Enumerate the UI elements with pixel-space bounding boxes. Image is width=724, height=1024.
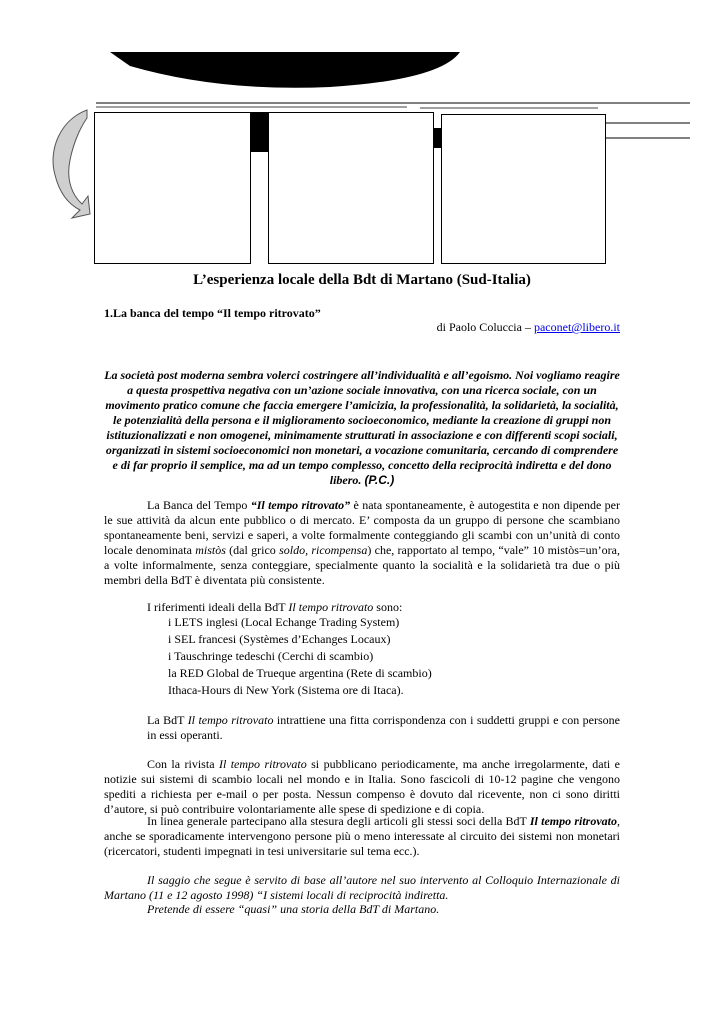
section-heading: 1.La banca del tempo “Il tempo ritrovato” [104, 306, 321, 320]
p1-title: “Il tempo ritrovato” [250, 498, 351, 512]
document-title: L’esperienza locale della Bdt di Martano (Sud-Italia) [193, 272, 531, 288]
paragraph-history-note: Pretende di essere “quasi” una storia della BdT di Martano. [147, 902, 440, 916]
p2-text-c: intrattiene una fitta corrispondenza con i suddetti gruppi e con persone in essi operanti. [147, 713, 620, 742]
abstract-text: La società post moderna sembra volerci costringere all’individualità e all’egoismo. Noi vogliamo reagire a questa prospettiva negativa con un’azione sociale innovativa, con una ricerca sociale, con un movimento pratico comune che faccia emergere l’amicizia, la professionalità, la solidarietà, la socialità, le potenzialità della persona e il miglioramento socioeconomico, mediante la creazione di gruppi non istituzionalizzati e non omogenei, minimamente strutturati in associazione e con differenti scopi sociali, organizzati in sistemi socioeconomici non monetari, a vocazione comunitaria, cercando di comprendere e di far proprio il semplice, ma ad un tempo complesso, concetto della reciprocità indiretta e del dono libero. [104, 368, 620, 487]
reference-text: i LETS inglesi (Local Echange Trading System) [168, 615, 400, 629]
paragraph-intro [104, 498, 620, 588]
p4-text-c: , anche se sporadicamente intervengono persone più o meno interessate al circuito dei sistemi non monetari (ricercatori, studenti impegnati in tesi universitarie sul tema ecc.). [104, 814, 621, 858]
reference-text: la RED Global de Trueque argentina (Rete di scambio) [168, 666, 432, 680]
paragraph-essay-note: Il saggio che segue è servito di base all’autore nel suo intervento al Colloquio Internazionale di Martano (11 e 12 agosto 1998) “I sistemi locali di reciprocità indiretta. [104, 873, 620, 902]
references-intro [147, 600, 617, 615]
image-frame-center [268, 112, 434, 264]
connector-block-1 [250, 112, 268, 152]
p2-text-a: La BdT [147, 713, 188, 727]
refs-intro-b: Il tempo ritrovato [288, 600, 374, 614]
image-frame-left [94, 112, 251, 264]
list-item [147, 665, 432, 682]
author-line [437, 320, 620, 335]
list-item [147, 614, 432, 631]
refs-intro-c: sono: [373, 600, 403, 614]
p3-title: Il tempo ritrovato [218, 757, 307, 771]
p1-meaning: soldo, ricompensa [279, 543, 368, 557]
p1-text-e: (dal grico [225, 543, 280, 557]
refs-intro-a: I riferimenti ideali della BdT [147, 600, 289, 614]
list-item [147, 682, 432, 699]
image-frame-right [441, 114, 606, 264]
p1-text-g: ) che, rapportato al tempo, “vale” 10 mistòs=un’ora, a volte informalmente, senza conteggiare, specialmente quanto la socialità e la solidarietà tra due o più membri della BdT è diventata più consistente. [104, 543, 621, 587]
paragraph-correspondence [147, 713, 620, 743]
abstract-signature: (P.C.) [364, 473, 395, 487]
p1-text-c: è nata spontaneamente, è autogestita e non dipende per le sue attività da alcun ente pubblico o di mercato. E’ composta da un gruppo di persone che scambiano spontaneamente beni, servizi e saperi, a volte formalmente conteggiando gli scambi con un’unità di conto locale denominata [104, 498, 621, 557]
p4-text-a: In linea generale partecipano alla stesura degli articoli gli stessi soci della BdT [147, 814, 530, 828]
paragraph-magazine [104, 757, 620, 817]
curved-arrow-icon [53, 110, 90, 218]
p2-title: Il tempo ritrovato [187, 713, 274, 727]
black-banner-shape [110, 52, 460, 88]
list-item [147, 631, 432, 648]
p3-text-c: si pubblicano periodicamente, ma anche irregolarmente, dati e notizie sui sistemi di scambio locali nel mondo e in Italia. Sono fascicoli di 10-12 pagine che vengono spediti a richiesta per e-mail o per posta. Nessun compenso è dovuto dal ricevente, non ci sono diritti d’autore, si può contribuire volontariamente alle spese di spedizione e di copia. [104, 757, 621, 816]
abstract [104, 368, 620, 488]
reference-text: i Tauschringe tedeschi (Cerchi di scambio) [168, 649, 374, 663]
references-list [147, 614, 432, 699]
author-name: di Paolo Coluccia – [436, 320, 534, 334]
p1-text-a: La Banca del Tempo [147, 498, 251, 512]
reference-text: i SEL francesi (Systèmes d’Echanges Locaux) [168, 632, 391, 646]
p3-text-a: Con la rivista [147, 757, 219, 771]
p4-title: Il tempo ritrovato [529, 814, 618, 828]
author-email-link[interactable]: paconet@libero.it [533, 320, 620, 334]
reference-text: Ithaca-Hours di New York (Sistema ore di Itaca). [168, 683, 404, 697]
list-item [147, 648, 432, 665]
p1-mistos: mistòs [195, 543, 226, 557]
paragraph-contributors [104, 814, 620, 859]
